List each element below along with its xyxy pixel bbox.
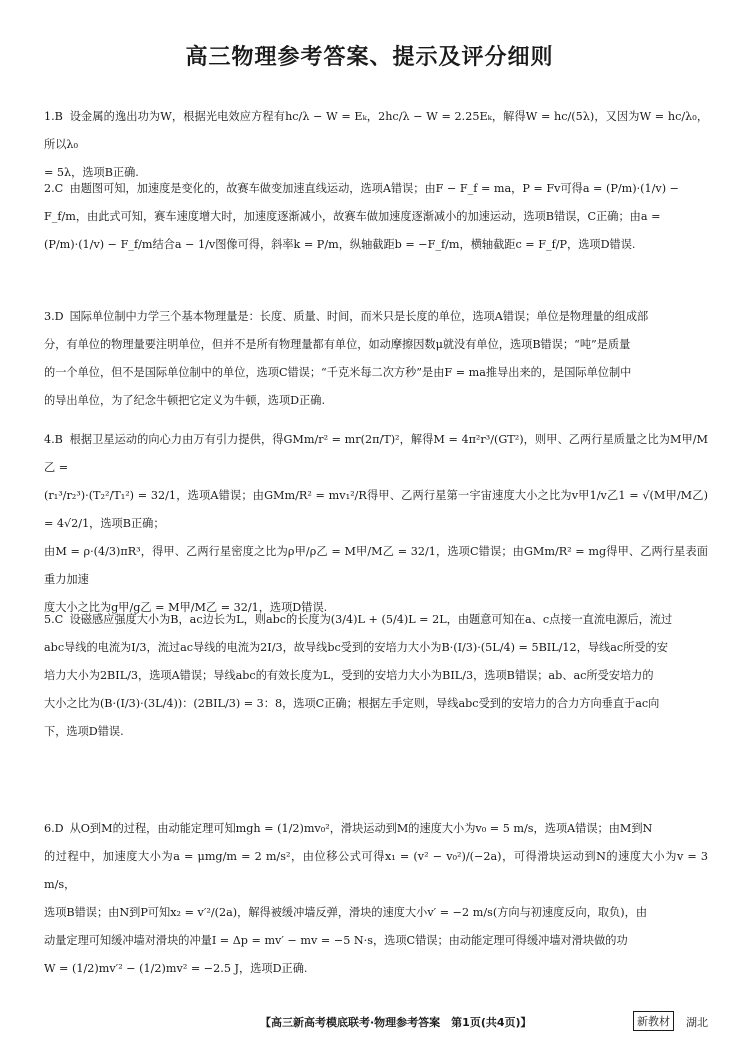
answer-line: 从O到M的过程，由动能定理可知mgh = (1/2)mv₀²，滑块运动到M的速度大小为v₀ = 5 m/s，选项A错误；由M到N <box>69 822 653 835</box>
answer-line: 由M = ρ·(4/3)πR³，得甲、乙两行星密度之比为ρ甲/ρ乙 = M甲/M乙 = 32/1，选项C错误；由GMm/R² = mg得甲、乙两行星表面重力加速 <box>44 545 708 586</box>
region-label: 湖北 <box>686 1016 708 1029</box>
answer-line: 分，有单位的物理量要注明单位，但并不是所有物理量都有单位，如动摩擦因数μ就没有单位，选项B错误；“吨”是质量 <box>44 338 631 351</box>
answer-6 <box>44 815 708 983</box>
answer-line: 动量定理可知缓冲墙对滑块的冲量I = Δp = mv′ − mv = −5 N·s，选项C错误；由动能定理可得缓冲墙对滑块做的功 <box>44 934 628 947</box>
answer-line: 设金属的逸出功为W，根据光电效应方程有hc/λ − W = Eₖ，2hc/λ − W = 2.25Eₖ，解得W = hc/(5λ)，又因为W = hc/λ₀，所以λ₀ <box>44 110 709 151</box>
answer-line: (P/m)·(1/v) − F_f/m结合a − 1/v图像可得，斜率k = P/m，纵轴截距b = −F_f/m，横轴截距c = F_f/P，选项D错误. <box>44 238 636 251</box>
answer-number: 6.D <box>44 822 64 835</box>
page-footer: 【高三新高考模底联考·物理参考答案 第1页(共4页)】 <box>260 1016 532 1029</box>
answer-line: (r₁³/r₂³)·(T₂²/T₁²) = 32/1，选项A错误；由GMm/R² = mv₁²/R得甲、乙两行星第一宇宙速度大小之比为v甲1/v乙1 = √(M甲/M乙) = 4√2/1，选项B正确； <box>44 489 708 530</box>
answer-number: 5.C <box>44 613 64 626</box>
answer-5 <box>44 606 708 746</box>
answer-4 <box>44 426 708 622</box>
answer-number: 2.C <box>44 182 64 195</box>
answer-line: 根据卫星运动的向心力由万有引力提供，得GMm/r² = mr(2π/T)²，解得M = 4π²r³/(GT²)，则甲、乙两行星质量之比为M甲/M乙 = <box>44 433 708 474</box>
answer-2 <box>44 175 708 259</box>
answer-line: F_f/m，由此式可知，赛车速度增大时，加速度逐渐减小，故赛车做加速度逐渐减小的加速运动，选项B错误，C正确；由a = <box>44 210 661 223</box>
answer-number: 4.B <box>44 433 63 446</box>
answer-line: 国际单位制中力学三个基本物理量是：长度、质量、时间，而米只是长度的单位，选项A错误；单位是物理量的组成部 <box>69 310 649 323</box>
answer-line: W = (1/2)mv′² − (1/2)mv² = −2.5 J，选项D正确. <box>44 962 308 975</box>
answer-line: 下，选项D错误. <box>44 725 124 738</box>
answer-number: 3.D <box>44 310 64 323</box>
edition-badge: 新教材 <box>633 1011 674 1031</box>
answer-line: 由题图可知，加速度是变化的，故赛车做变加速直线运动，选项A错误；由F − F_f = ma，P = Fv可得a = (P/m)·(1/v) − <box>69 182 680 195</box>
answer-line: 选项B错误；由N到P可知x₂ = v′²/(2a)，解得被缓冲墙反弹，滑块的速度大小v′ = −2 m/s(方向与初速度反向，取负)，由 <box>44 906 648 919</box>
answer-line: 度大小之比为g甲/g乙 = M甲/M乙 = 32/1，选项D错误. <box>44 601 328 614</box>
answer-line: abc导线的电流为I/3，流过ac导线的电流为2I/3，故导线bc受到的安培力大小为B·(I/3)·(5L/4) = 5BIL/12，导线ac所受的安 <box>44 641 668 654</box>
answer-line: 设磁感应强度大小为B，ac边长为L，则abc的长度为(3/4)L + (5/4)L = 2L，由题意可知在a、c点接一直流电源后，流过 <box>69 613 673 626</box>
answer-line: 大小之比为(B·(I/3)·(3L/4))：(2BIL/3) = 3：8，选项C正确；根据左手定则，导线abc受到的安培力的合力方向垂直于ac向 <box>44 697 660 710</box>
answer-number: 1.B <box>44 110 63 123</box>
answer-3 <box>44 303 708 415</box>
answer-line: 培力大小为2BIL/3，选项A错误；导线abc的有效长度为L，受到的安培力大小为BIL/3，选项B错误；ab、ac所受安培力的 <box>44 669 654 682</box>
answer-line: 的导出单位，为了纪念牛顿把它定义为牛顿，选项D正确. <box>44 394 326 407</box>
answer-line: 的过程中，加速度大小为a = μmg/m = 2 m/s²，由位移公式可得x₁ = (v² − v₀²)/(−2a)，可得滑块运动到N的速度大小为v = 3 m/s， <box>44 850 708 891</box>
page-title: 高三物理参考答案、提示及评分细则 <box>185 45 554 70</box>
answer-line: 的一个单位，但不是国际单位制中的单位，选项C错误；“千克米每二次方秒”是由F = ma推导出来的，是国际单位制中 <box>44 366 632 379</box>
answer-line: = 5λ，选项B正确. <box>44 166 139 179</box>
